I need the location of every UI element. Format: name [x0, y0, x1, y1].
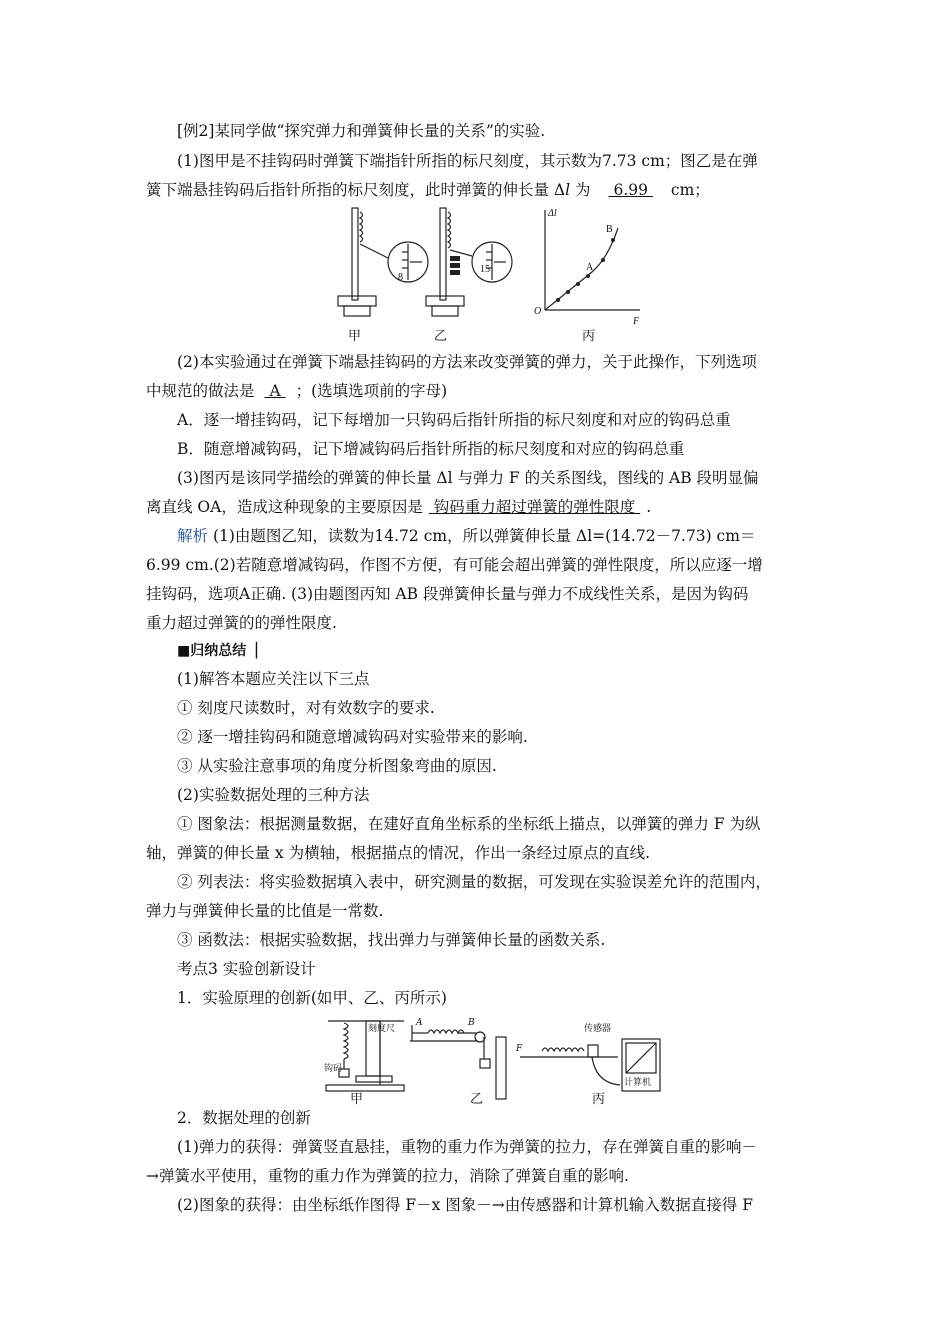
- section-line: →弹簧水平使用，重物的重力作为弹簧的拉力，消除了弹簧自重的影响.: [146, 1167, 629, 1185]
- summary-line: ① 刻度尺读数时，对有效数字的要求.: [177, 699, 435, 717]
- fig-label-jia: 甲: [348, 329, 362, 344]
- q2-answer: A: [264, 382, 286, 400]
- innovation-figure: [320, 1013, 665, 1105]
- axis-x-label: F: [633, 316, 640, 327]
- spring-experiment-figure: [330, 200, 660, 345]
- summary-line: 弹力与弹簧伸长量的比值是一常数.: [146, 902, 384, 920]
- summary-line: (1)解答本题应关注以下三点: [177, 670, 370, 688]
- q1-text: (1)图甲是不挂钩码时弹簧下端指针所指的标尺刻度，其示数为7.73 cm；图乙是在弹: [177, 152, 758, 170]
- q2-text-2: 中规范的做法是 A ；(选填选项前的字母): [146, 382, 448, 400]
- option-b: B．随意增减钩码，记下增减钩码后指针所指的标尺刻度和对应的钩码总重: [177, 440, 685, 458]
- q3-text: (3)图丙是该同学描绘的弹簧的伸长量 Δl 与弹力 F 的关系图线，图线的 AB 段明显偏: [177, 469, 759, 487]
- example-title: [例2]某同学做“探究弹力和弹簧伸长量的关系”的实验.: [177, 122, 546, 140]
- section-item-2: 2．数据处理的创新: [177, 1109, 311, 1127]
- ruler-label: 刻度尺: [368, 1024, 396, 1034]
- computer-label: 计算机: [624, 1078, 652, 1088]
- analysis-line-1: 解析 (1)由题图乙知，读数为14.72 cm，所以弹簧伸长量 Δl=(14.72－7.73) cm＝: [177, 527, 756, 545]
- section-line: (1)弹力的获得：弹簧竖直悬挂，重物的重力作为弹簧的拉力，存在弹簧自重的影响－: [177, 1138, 757, 1156]
- q3-answer: 钩码重力超过弹簧的弹性限度: [428, 498, 641, 516]
- weight-label: 钩码: [324, 1064, 343, 1074]
- fig2-label-bing: 丙: [592, 1092, 606, 1105]
- summary-line: 轴，弹簧的伸长量 x 为横轴，根据描点的情况，作出一条经过原点的直线.: [146, 844, 651, 862]
- summary-line: (2)实验数据处理的三种方法: [177, 786, 370, 804]
- scale-num-15: 15: [480, 264, 490, 275]
- fig-label-yi: 乙: [434, 329, 448, 344]
- summary-line: ② 列表法：将实验数据填入表中，研究测量的数据，可发现在实验误差允许的范围内，: [177, 873, 771, 891]
- summary-line: ② 逐一增挂钩码和随意增减钩码对实验带来的影响.: [177, 728, 528, 746]
- analysis-line-4: 重力超过弹簧的的弹性限度.: [146, 614, 337, 632]
- point-a-label: A: [586, 262, 594, 273]
- section-item-1: 1．实验原理的创新(如甲、乙、丙所示): [177, 989, 447, 1007]
- label-a: A: [416, 1018, 423, 1028]
- point-b-label: B: [606, 224, 613, 235]
- fig-label-bing: 丙: [582, 329, 596, 344]
- analysis-line-2: 6.99 cm.(2)若随意增减钩码，作图不方便，有可能会超出弹簧的弹性限度，所以应逐一增: [146, 556, 763, 574]
- force-label: F: [516, 1044, 523, 1054]
- analysis-keyword: 解析: [177, 527, 209, 545]
- label-b: B: [468, 1018, 475, 1028]
- analysis-line-3: 挂钩码，选项A正确. (3)由题图丙知 AB 段弹簧伸长量与弹力不成线性关系，是因为钩码: [146, 585, 749, 603]
- fig2-label-jia: 甲: [350, 1092, 364, 1105]
- section-heading: 考点3 实验创新设计: [177, 960, 316, 978]
- q1-text-2: 簧下端悬挂钩码后指针所指的标尺刻度，此时弹簧的伸长量 Δl 为 6.99 cm；: [146, 181, 710, 199]
- summary-line: ③ 函数法：根据实验数据，找出弹力与弹簧伸长量的函数关系.: [177, 931, 606, 949]
- q1-answer: 6.99: [608, 181, 653, 199]
- scale-num-8: 8: [398, 272, 403, 283]
- sensor-label: 传感器: [584, 1024, 612, 1034]
- option-a: A．逐一增挂钩码，记下每增加一只钩码后指针所指的标尺刻度和对应的钩码总重: [177, 411, 731, 429]
- q3-text-2: 离直线 OA，造成这种现象的主要原因是 钩码重力超过弹簧的弹性限度 .: [146, 498, 652, 516]
- section-line: (2)图象的获得：由坐标纸作图得 F－x 图象－→由传感器和计算机输入数据直接得 F: [177, 1196, 753, 1214]
- fig2-label-yi: 乙: [470, 1092, 484, 1105]
- summary-heading: ■归纳总结▕: [177, 643, 257, 659]
- summary-line: ① 图象法：根据测量数据，在建好直角坐标系的坐标纸上描点，以弹簧的弹力 F 为纵: [177, 815, 761, 833]
- q2-text: (2)本实验通过在弹簧下端悬挂钩码的方法来改变弹簧的弹力，关于此操作，下列选项: [177, 353, 757, 371]
- summary-line: ③ 从实验注意事项的角度分析图象弯曲的原因.: [177, 757, 497, 775]
- origin-label: O: [534, 306, 542, 317]
- axis-y-label: Δl: [548, 208, 557, 219]
